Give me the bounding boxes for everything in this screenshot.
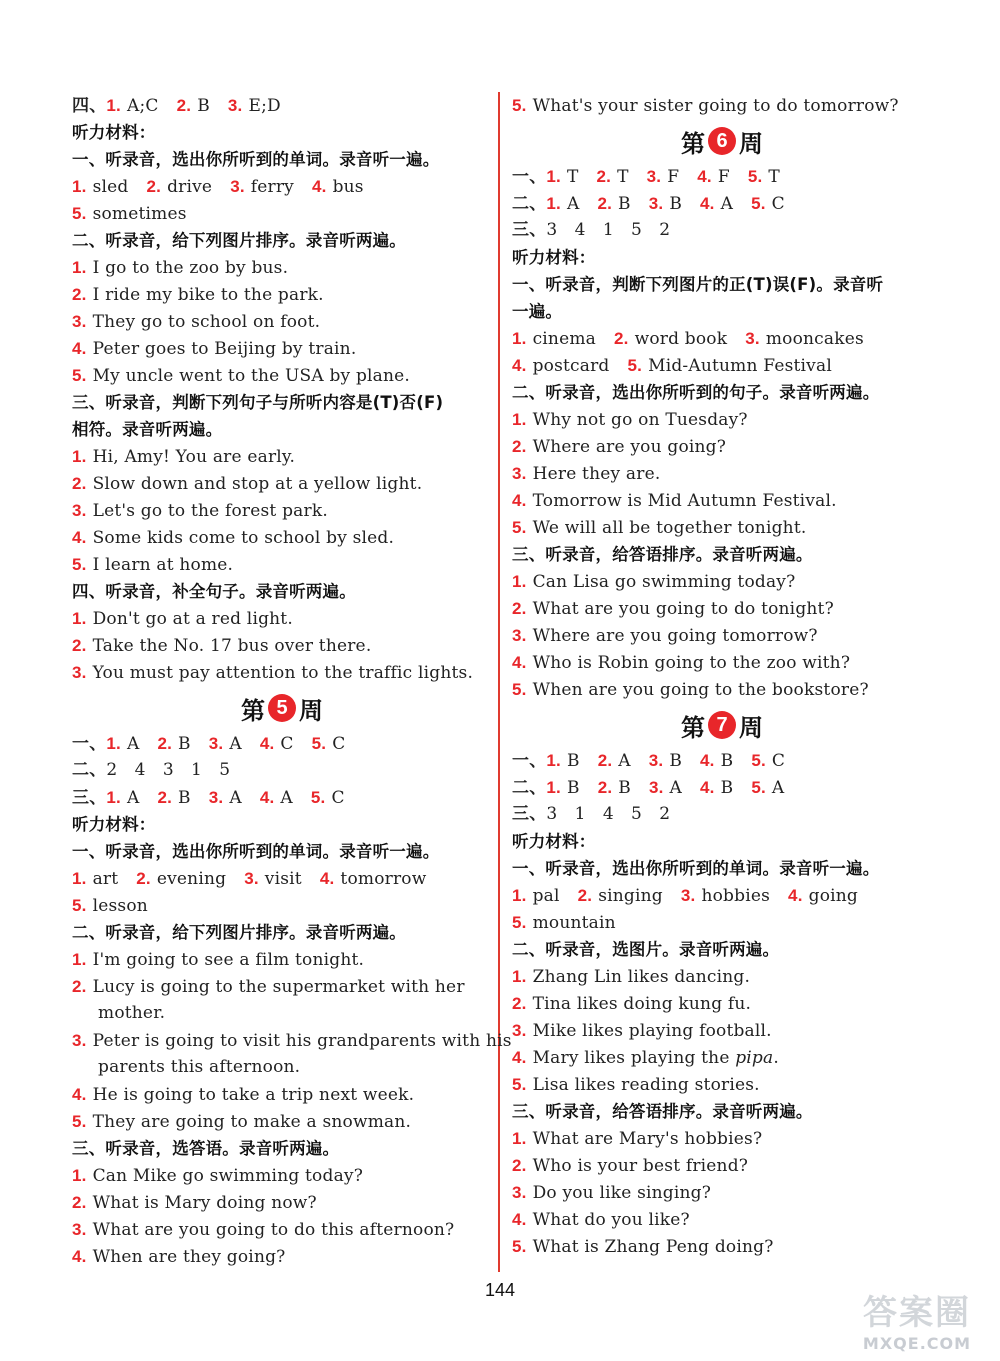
list-item: 3. Here they are. — [512, 464, 661, 484]
answer-row: 一、1. T 2. T 3. F 4. F 5. T — [512, 167, 780, 187]
watermark-url: MXQE.COM — [862, 1334, 972, 1353]
list-item: 5. My uncle went to the USA by plane. — [72, 366, 411, 386]
answer-row: 二、2 4 3 1 5 — [72, 760, 231, 780]
section-heading: 四、听录音，补全句子。录音听两遍。 — [72, 582, 356, 601]
section-heading-cont: 一遍。 — [512, 302, 563, 321]
list-item: 3. Do you like singing? — [512, 1183, 712, 1203]
answer-row: 二、1. B 2. B 3. A 4. B 5. A — [512, 778, 785, 798]
section-heading: 三、听录音，选答语。录音听两遍。 — [72, 1139, 340, 1158]
list-item: 1. I go to the zoo by bus. — [72, 258, 289, 278]
list-item: 2. Tina likes doing kung fu. — [512, 994, 752, 1014]
section-heading: 一、听录音，选出你所听到的单词。录音听一遍。 — [72, 842, 440, 861]
list-item: 2. Who is your best friend? — [512, 1156, 749, 1176]
word-row: 5. lesson — [72, 896, 148, 916]
word-row: 4. postcard 5. Mid-Autumn Festival — [512, 356, 832, 376]
list-item: 3. Let's go to the forest park. — [72, 501, 328, 521]
list-item: 1. Don't go at a red light. — [72, 609, 293, 629]
list-item: 3. What are you going to do this afternoon? — [72, 1220, 455, 1240]
list-item: 4. Some kids come to school by sled. — [72, 528, 395, 548]
section-heading: 二、听录音，给下列图片排序。录音听两遍。 — [72, 231, 406, 250]
list-item: 3. You must pay attention to the traffic lights. — [72, 663, 474, 683]
list-item: 5. I learn at home. — [72, 555, 234, 575]
section-heading-cont: 相符。录音听两遍。 — [72, 420, 223, 439]
list-item: 4. Who is Robin going to the zoo with? — [512, 653, 851, 673]
list-item: 4. Tomorrow is Mid Autumn Festival. — [512, 491, 837, 511]
week-5-heading: 第 5 周 — [241, 695, 323, 725]
list-item: 2. Take the No. 17 bus over there. — [72, 636, 372, 656]
week-number-badge: 7 — [708, 711, 736, 739]
list-item: 4. What do you like? — [512, 1210, 690, 1230]
answer-row: 三、3 1 4 5 2 — [512, 804, 671, 824]
list-item: 2. What is Mary doing now? — [72, 1193, 317, 1213]
list-item: 2. What are you going to do tonight? — [512, 599, 834, 619]
section-heading: 一、听录音，选出你所听到的单词。录音听一遍。 — [72, 150, 440, 169]
watermark-logo — [842, 1285, 992, 1355]
section-heading: 二、听录音，给下列图片排序。录音听两遍。 — [72, 923, 406, 942]
list-item: 3. Mike likes playing football. — [512, 1021, 772, 1041]
left-column — [72, 92, 512, 1270]
list-item: 5. We will all be together tonight. — [512, 518, 807, 538]
list-item: 3. They go to school on foot. — [72, 312, 321, 332]
list-item: 3. Where are you going tomorrow? — [512, 626, 818, 646]
section-heading: 三、听录音，判断下列句子与所听内容是(T)否(F) — [72, 393, 444, 412]
list-item: 5. They are going to make a snowman. — [72, 1112, 412, 1132]
list-item: 5. Lisa likes reading stories. — [512, 1075, 760, 1095]
list-item: 1. Can Lisa go swimming today? — [512, 572, 796, 592]
listening-material-heading: 听力材料： — [512, 248, 596, 267]
week-7-heading: 第 7 周 — [681, 712, 763, 742]
list-item-cont: mother. — [98, 1003, 166, 1023]
word-row: 1. art 2. evening 3. visit 4. tomorrow — [72, 869, 427, 889]
section-heading: 一、听录音，选出你所听到的单词。录音听一遍。 — [512, 859, 880, 878]
list-item: 2. Slow down and stop at a yellow light. — [72, 474, 423, 494]
word-row: 1. sled 2. drive 3. ferry 4. bus — [72, 177, 364, 197]
list-item: 1. Hi, Amy! You are early. — [72, 447, 296, 467]
list-item: 2. I ride my bike to the park. — [72, 285, 324, 305]
listening-material-heading: 听力材料： — [72, 815, 156, 834]
answer-row: 三、3 4 1 5 2 — [512, 220, 671, 240]
list-item: 2. Where are you going? — [512, 437, 727, 457]
list-item: 2. Lucy is going to the supermarket with her — [72, 977, 465, 997]
list-item: 5. When are you going to the bookstore? — [512, 680, 869, 700]
week-number-badge: 6 — [708, 127, 736, 155]
list-item: 4. He is going to take a trip next week. — [72, 1085, 415, 1105]
list-item: 1. Why not go on Tuesday? — [512, 410, 748, 430]
word-row: 5. mountain — [512, 913, 616, 933]
answer-row: 一、1. A 2. B 3. A 4. C 5. C — [72, 734, 346, 754]
list-item: 4. When are they going? — [72, 1247, 286, 1267]
answer-row: 三、1. A 2. B 3. A 4. A 5. C — [72, 788, 345, 808]
word-row: 1. pal 2. singing 3. hobbies 4. going — [512, 886, 859, 906]
list-item: 1. Zhang Lin likes dancing. — [512, 967, 751, 987]
right-column — [512, 92, 932, 1260]
list-item: 1. I'm going to see a film tonight. — [72, 950, 365, 970]
list-item: 3. Peter is going to visit his grandparents with his — [72, 1031, 512, 1051]
week-6-heading: 第 6 周 — [681, 128, 763, 158]
list-item: 1. What are Mary's hobbies? — [512, 1129, 763, 1149]
word-row: 1. cinema 2. word book 3. mooncakes — [512, 329, 864, 349]
word-row: 5. sometimes — [72, 204, 187, 224]
list-item: 1. Can Mike go swimming today? — [72, 1166, 364, 1186]
page-number: 144 — [484, 1280, 516, 1300]
list-item-cont: parents this afternoon. — [98, 1057, 301, 1077]
answer-row: 二、1. A 2. B 3. B 4. A 5. C — [512, 194, 785, 214]
section-heading: 二、听录音，选图片。录音听两遍。 — [512, 940, 780, 959]
section-heading: 一、听录音，判断下列图片的正(T)误(F)。录音听 — [512, 275, 884, 294]
list-item: 4. Mary likes playing the pipa. — [512, 1048, 779, 1068]
answer-row: 四、1. A;C 2. B 3. E;D — [72, 96, 281, 116]
answer-row: 一、1. B 2. A 3. B 4. B 5. C — [512, 751, 786, 771]
list-item: 5. What is Zhang Peng doing? — [512, 1237, 774, 1257]
watermark-text: 答案圈 — [863, 1293, 971, 1333]
column-divider — [498, 92, 500, 1272]
section-heading: 三、听录音，给答语排序。录音听两遍。 — [512, 1102, 813, 1121]
section-heading: 三、听录音，给答语排序。录音听两遍。 — [512, 545, 813, 564]
list-item: 5. What's your sister going to do tomorrow? — [512, 96, 899, 116]
list-item: 4. Peter goes to Beijing by train. — [72, 339, 357, 359]
week-number-badge: 5 — [268, 694, 296, 722]
listening-material-heading: 听力材料： — [512, 832, 596, 851]
section-heading: 二、听录音，选出你所听到的句子。录音听两遍。 — [512, 383, 880, 402]
listening-material-heading: 听力材料： — [72, 123, 156, 142]
